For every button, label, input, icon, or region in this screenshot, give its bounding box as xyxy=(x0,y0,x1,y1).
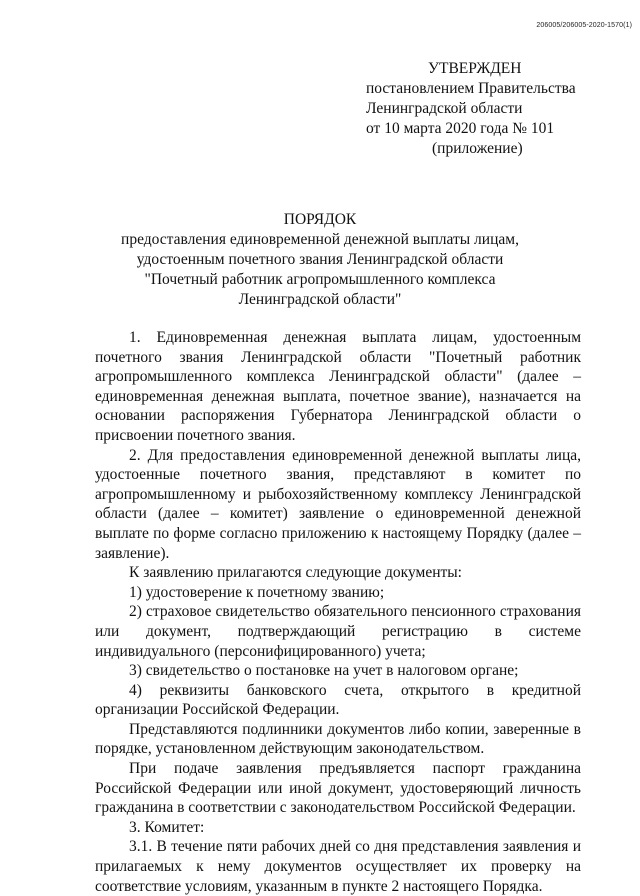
paragraph: При подаче заявления предъявляется паспорт гражданина Российской Федерации или иной документ, удостоверяющий личность гражданина в соответствии с законодательством Российской Федерации. xyxy=(95,760,581,817)
approval-line: постановлением Правительства xyxy=(366,80,576,97)
approval-line: Ленинградской области xyxy=(366,100,523,117)
paragraph: 3.1. В течение пяти рабочих дней со дня представления заявления и прилагаемых к нему документов осуществляет их проверку на соответствие условиям, указанным в пункте 2 настоящего Порядка. xyxy=(95,838,581,895)
paragraph: Представляются подлинники документов либо копии, заверенные в порядке, установленном действующим законодательством. xyxy=(95,720,581,758)
document-heading xyxy=(0,210,640,310)
paragraph: К заявлению прилагаются следующие документы: xyxy=(129,564,462,582)
list-item: 1) удостоверение к почетному званию; xyxy=(129,583,385,601)
paragraph: 2. Для предоставления единовременной денежной выплаты лица, удостоенные почетного звания, представляют в комитет по агропромышленному и рыбохозяйственному комплексу Ленинградской области (далее – комитет) заявление о единовременной денежной выплате по форме согласно приложению к настоящему Порядку (далее – заявление). xyxy=(95,446,581,562)
document-id: 206005/206005-2020-1570(1) xyxy=(536,22,632,29)
paragraph: 1. Единовременная денежная выплата лицам, удостоенным почетного звания Ленинградской области "Почетный работник агропромышленного комплекса Ленинградской области" (далее – единовременная денежная выплата, почетное звание), назначается на основании распоряжения Губернатора Ленинградской области о присвоении почетного звания. xyxy=(95,329,581,444)
paragraph: 3. Комитет: xyxy=(129,818,205,836)
heading-line: удостоенным почетного звания Ленинградской области xyxy=(136,251,504,268)
document-body xyxy=(95,328,581,896)
heading-line: предоставления единовременной денежной выплаты лицам, xyxy=(121,231,519,248)
list-item: 3) свидетельство о постановке на учет в налоговом органе; xyxy=(129,662,519,680)
document-title: ПОРЯДОК xyxy=(283,211,357,228)
list-item: 2) страховое свидетельство обязательного пенсионного страхования или документ, подтверждающий регистрацию в системе индивидуального (персонифицированного) учета; xyxy=(95,603,581,660)
heading-line: Ленинградской области" xyxy=(238,291,402,308)
approval-line: от 10 марта 2020 года № 101 xyxy=(366,120,555,137)
approval-title: УТВЕРЖДЕН xyxy=(428,60,522,77)
approval-line: (приложение) xyxy=(432,140,523,157)
heading-line: "Почетный работник агропромышленного комплекса xyxy=(144,271,496,288)
list-item: 4) реквизиты банковского счета, открытого в кредитной организации Российской Федерации. xyxy=(95,681,581,719)
